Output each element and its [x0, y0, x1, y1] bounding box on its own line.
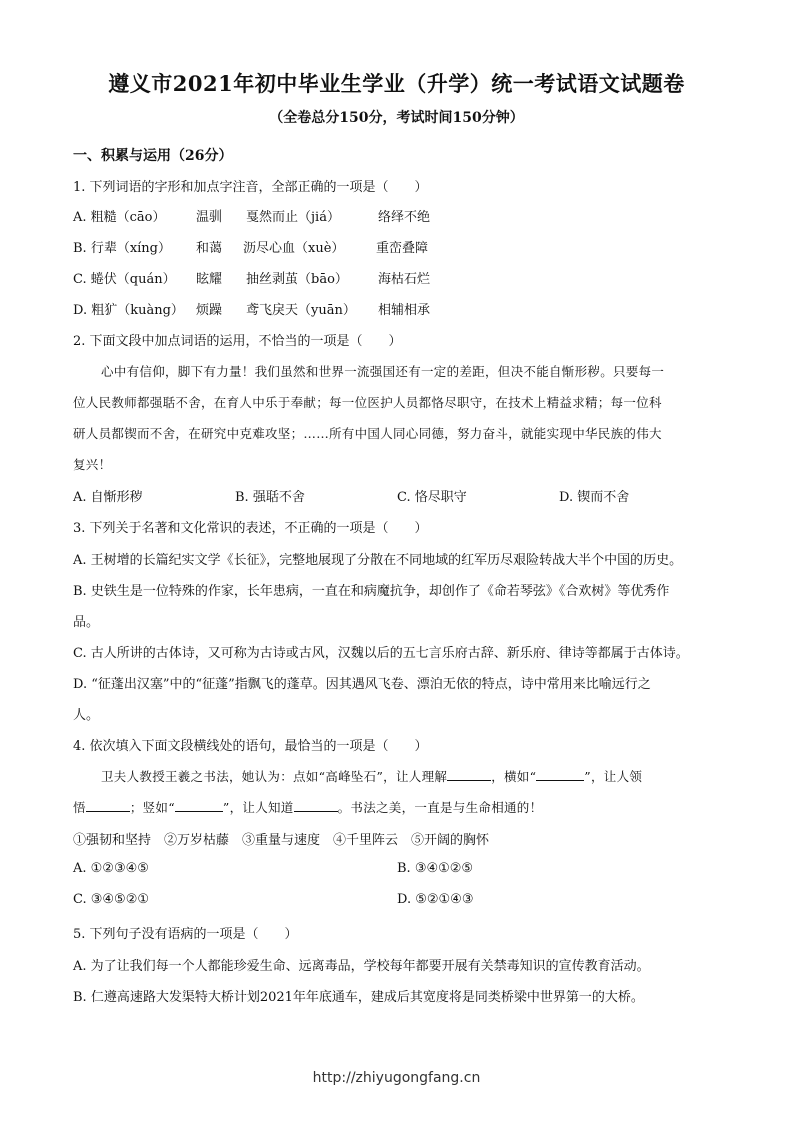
q1-d-word2: 烦躁 — [196, 303, 223, 318]
q1-c-word4: 海枯石烂 — [378, 272, 431, 287]
q2-option-a: A. 自惭形秽 — [73, 490, 143, 505]
q1-a-word4: 络绎不绝 — [378, 210, 431, 225]
q1-d-word3: 鸢飞戾天（yuān） — [246, 303, 356, 318]
q3-option-b: B. 史铁生是一位特殊的作家，长年患病，一直在和病魔抗争，却创作了《命若琴弦》《合欢树》等优秀作 — [73, 584, 670, 599]
q4-option-d: D. ⑤②①④③ — [397, 892, 474, 907]
q2-passage-line: 研人员都锲而不舍，在研究中克难攻坚；……所有中国人同心同德，努力奋斗，就能实现中华民族的伟大 — [73, 426, 662, 441]
blank-line — [294, 799, 338, 812]
blank-line — [536, 768, 584, 781]
q4-text: 卫夫人教授王羲之书法，她认为：点如“高峰坠石”，让人理解 — [101, 769, 448, 784]
q1-b-word3: 沥尽心血（xuè） — [243, 241, 345, 256]
q2-option-b: B. 强聒不舍 — [235, 490, 305, 505]
q2-stem: 2. 下面文段中加点词语的运用，不恰当的一项是（ ） — [73, 334, 402, 349]
q4-text: 悟 — [73, 800, 86, 815]
q4-passage-line — [101, 767, 642, 785]
q1-a-word2: 温驯 — [196, 210, 223, 225]
q4-stem: 4. 依次填入下面文段横线处的语句，最恰当的一项是（ ） — [73, 739, 428, 754]
q4-option-a: A. ①②③④⑤ — [73, 861, 149, 876]
q2-passage-line: 复兴！ — [73, 457, 112, 472]
q1-c-word2: 眩耀 — [196, 272, 223, 287]
q4-text: ”，让人知道 — [222, 800, 294, 815]
q1-c-word3: 抽丝剥茧（bāo） — [246, 272, 348, 287]
q3-option-a: A. 王树增的长篇纪实文学《长征》，完整地展现了分散在不同地域的红军历尽艰险转战大半个中国的历史。 — [73, 553, 683, 568]
q4-option-b: B. ③④①②⑤ — [397, 861, 474, 876]
q1-b-word4: 重峦叠障 — [376, 241, 429, 256]
q4-text: ；竖如“ — [129, 800, 175, 815]
q3-option-d: D. “征蓬出汉塞”中的“征蓬”指飘飞的蓬草。因其遇风飞卷、漂泊无依的特点，诗中常用来比喻远行之 — [73, 677, 651, 692]
q2-passage-line: 心中有信仰，脚下有力量！我们虽然和世界一流强国还有一定的差距，但决不能自惭形秽。只要每一 — [101, 364, 665, 379]
section-heading: 一、积累与运用（26分） — [73, 148, 233, 164]
q1-stem: 1. 下列词语的字形和加点字注音，全部正确的一项是（ ） — [73, 180, 428, 195]
q3-stem: 3. 下列关于名著和文化常识的表述，不正确的一项是（ ） — [73, 521, 428, 536]
q2-passage-line: 位人民教师都强聒不舍，在育人中乐于奉献；每一位医护人员都恪尽职守，在技术上精益求精；每一位科 — [73, 395, 662, 410]
q3-option-b-cont: 品。 — [73, 615, 100, 630]
q1-a-word1: A. 粗糙（cāo） — [73, 210, 166, 225]
blank-line — [86, 799, 130, 812]
q1-d-word1: D. 粗犷（kuàng） — [73, 303, 184, 318]
q2-option-d: D. 锲而不舍 — [559, 490, 630, 505]
q4-option-c: C. ③④⑤②① — [73, 892, 150, 907]
q3-option-d-cont: 人。 — [73, 708, 100, 723]
q3-option-c: C. 古人所讲的古体诗，又可称为古诗或古风，汉魏以后的五七言乐府古辞、新乐府、律诗等都属于古体诗。 — [73, 646, 689, 661]
footer-url[interactable]: http://zhiyugongfang.cn — [312, 1070, 481, 1086]
page-subtitle: （全卷总分150分，考试时间150分钟） — [269, 110, 524, 126]
q5-option-b: B. 仁遵高速路大发渠特大桥计划2021年年底通车，建成后其宽度将是同类桥梁中世界第一的大桥。 — [73, 990, 644, 1005]
q1-d-word4: 相辅相承 — [378, 303, 431, 318]
page-title: 遵义市2021年初中毕业生学业（升学）统一考试语文试题卷 — [108, 71, 685, 96]
q4-choices: ①强韧和坚持 ②万岁枯藤 ③重量与速度 ④千里阵云 ⑤开阔的胸怀 — [73, 833, 490, 848]
q4-text: ”，让人领 — [584, 769, 643, 784]
q5-option-a: A. 为了让我们每一个人都能珍爱生命、远离毒品，学校每年都要开展有关禁毒知识的宣传教育活动。 — [73, 959, 650, 974]
q4-passage-line — [73, 798, 542, 816]
blank-line — [175, 799, 223, 812]
q2-option-c: C. 恪尽职守 — [397, 490, 467, 505]
q1-a-word3: 戛然而止（jiá） — [246, 210, 340, 225]
q5-stem: 5. 下列句子没有语病的一项是（ ） — [73, 927, 298, 942]
q1-b-word1: B. 行辈（xíng） — [73, 241, 172, 256]
q1-b-word2: 和蔼 — [196, 241, 223, 256]
q1-c-word1: C. 蜷伏（quán） — [73, 272, 176, 287]
q4-text: 。书法之美，一直是与生命相通的！ — [337, 800, 543, 815]
q4-text: ，横如“ — [491, 769, 537, 784]
blank-line — [447, 768, 491, 781]
